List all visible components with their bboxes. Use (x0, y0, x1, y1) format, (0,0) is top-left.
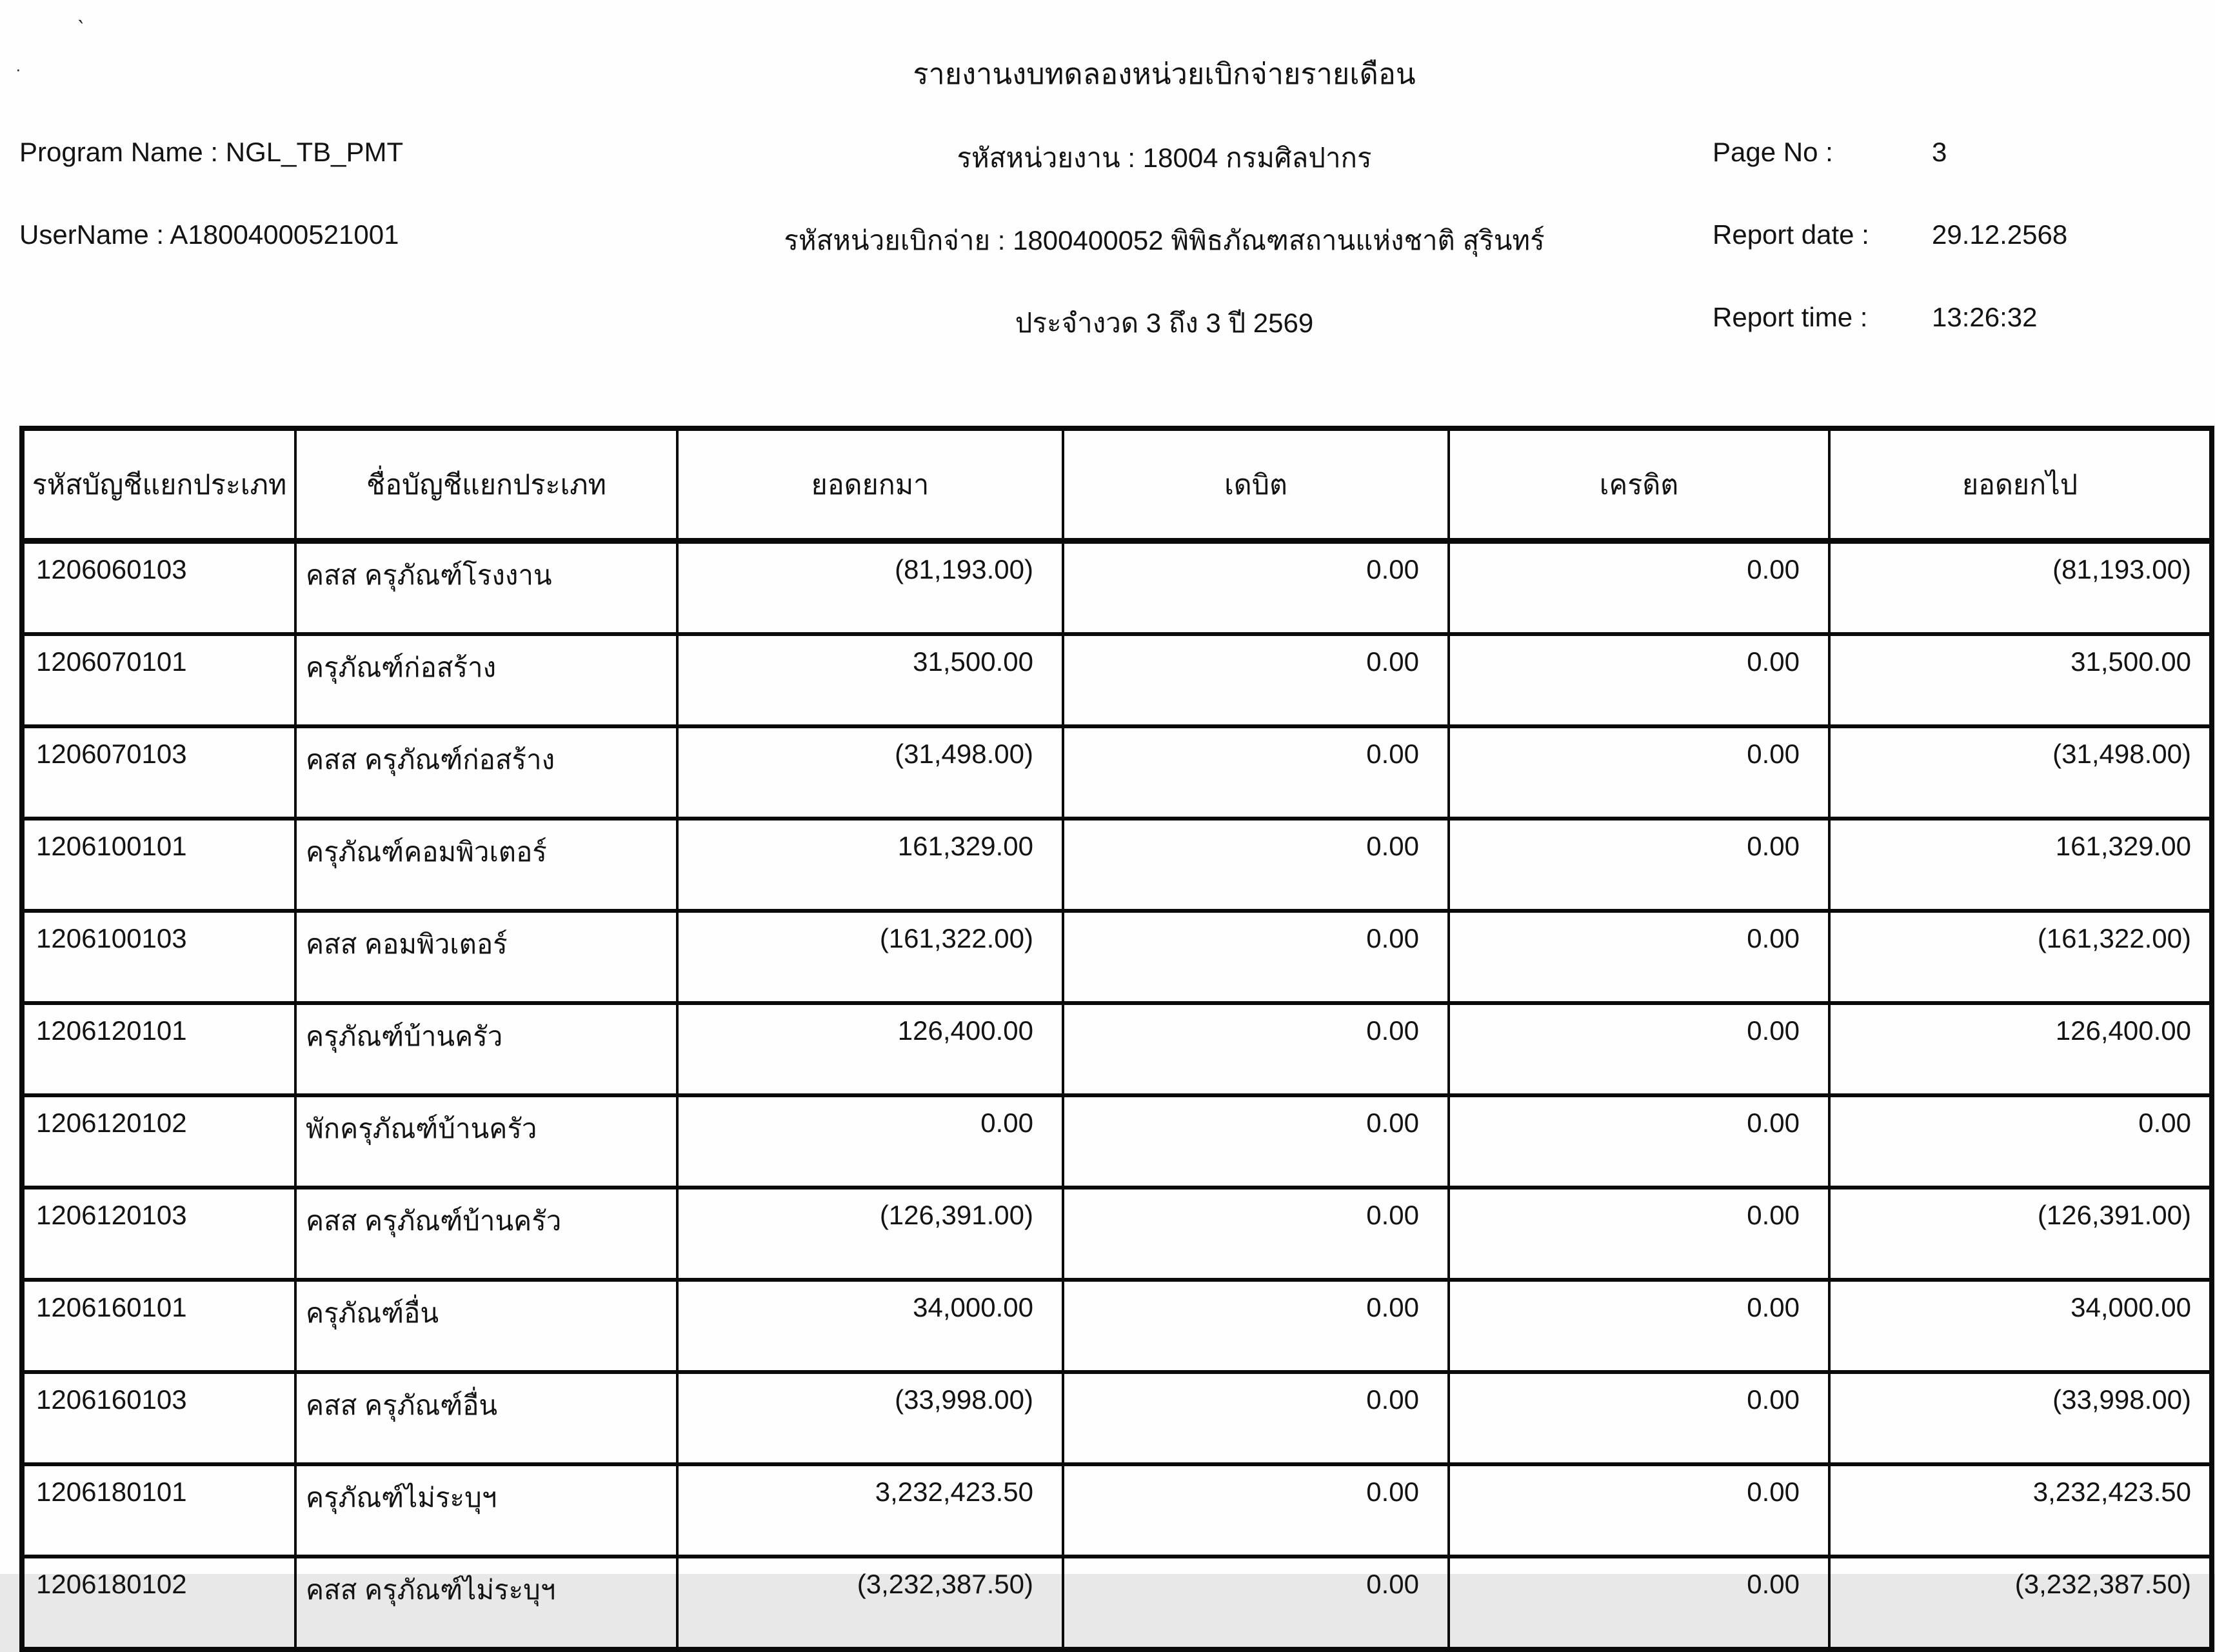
account-name-cell: คสส ครุภัณฑ์ก่อสร้าง (295, 726, 677, 819)
debit-cell: 0.00 (1063, 819, 1449, 911)
col-header-account-code: รหัสบัญชีแยกประเภท (22, 428, 295, 541)
debit-cell: 0.00 (1063, 1464, 1449, 1557)
report-time-value: 13:26:32 (1932, 302, 2038, 332)
period-line: ประจำงวด 3 ถึง 3 ปี 2569 (1015, 308, 1314, 338)
debit-cell: 0.00 (1063, 634, 1449, 726)
credit-cell: 0.00 (1449, 1372, 1829, 1464)
table-row (22, 1280, 2212, 1372)
debit-cell: 0.00 (1063, 911, 1449, 1003)
account-code-cell: 1206100103 (22, 911, 295, 1003)
account-name-cell: ครุภัณฑ์บ้านครัว (295, 1003, 677, 1095)
debit-cell: 0.00 (1063, 1280, 1449, 1372)
account-code-cell: 1206070103 (22, 726, 295, 819)
balance-carried-forward-cell: (161,322.00) (1829, 911, 2212, 1003)
col-header-balance-brought-forward: ยอดยกมา (677, 428, 1063, 541)
balance-brought-forward-cell: 34,000.00 (677, 1280, 1063, 1372)
page-no-value: 3 (1932, 137, 1947, 167)
scan-speck: · (15, 59, 21, 79)
account-code-cell: 1206180101 (22, 1464, 295, 1557)
account-name-cell: ครุภัณฑ์ไม่ระบุฯ (295, 1464, 677, 1557)
balance-brought-forward-cell: 161,329.00 (677, 819, 1063, 911)
table-row (22, 1003, 2212, 1095)
account-name-cell: ครุภัณฑ์ก่อสร้าง (295, 634, 677, 726)
credit-cell: 0.00 (1449, 1095, 1829, 1188)
balance-carried-forward-cell: 126,400.00 (1829, 1003, 2212, 1095)
balance-carried-forward-cell: (3,232,387.50) (1829, 1557, 2212, 1649)
table-row (22, 911, 2212, 1003)
account-name-cell: คสส ครุภัณฑ์โรงงาน (295, 541, 677, 635)
col-header-credit: เครดิต (1449, 428, 1829, 541)
page-no-label: Page No : (1713, 137, 1833, 167)
credit-cell: 0.00 (1449, 1464, 1829, 1557)
col-header-debit: เดบิต (1063, 428, 1449, 541)
table-row (22, 726, 2212, 819)
account-code-cell: 1206160101 (22, 1280, 295, 1372)
table-row (22, 634, 2212, 726)
balance-brought-forward-cell: (126,391.00) (677, 1188, 1063, 1280)
credit-cell: 0.00 (1449, 541, 1829, 635)
balance-carried-forward-cell: 31,500.00 (1829, 634, 2212, 726)
balance-carried-forward-cell: (126,391.00) (1829, 1188, 2212, 1280)
table-row (22, 1372, 2212, 1464)
program-name: Program Name : NGL_TB_PMT (19, 137, 404, 167)
credit-cell: 0.00 (1449, 1557, 1829, 1649)
account-code-cell: 1206060103 (22, 541, 295, 635)
account-name-cell: คสส ครุภัณฑ์ไม่ระบุฯ (295, 1557, 677, 1649)
disburse-unit-line: รหัสหน่วยเบิกจ่าย : 1800400052 พิพิธภัณฑสถานแห่งชาติ สุรินทร์ (784, 225, 1545, 255)
report-title: รายงานงบทดลองหน่วยเบิกจ่ายรายเดือน (913, 57, 1416, 90)
account-code-cell: 1206180102 (22, 1557, 295, 1649)
balance-carried-forward-cell: 34,000.00 (1829, 1280, 2212, 1372)
col-header-account-name: ชื่อบัญชีแยกประเภท (295, 428, 677, 541)
balance-brought-forward-cell: (161,322.00) (677, 911, 1063, 1003)
account-name-cell: คสส ครุภัณฑ์บ้านครัว (295, 1188, 677, 1280)
balance-brought-forward-cell: (33,998.00) (677, 1372, 1063, 1464)
account-code-cell: 1206120102 (22, 1095, 295, 1188)
balance-brought-forward-cell: 0.00 (677, 1095, 1063, 1188)
report-time-label: Report time : (1713, 302, 1868, 332)
balance-brought-forward-cell: (3,232,387.50) (677, 1557, 1063, 1649)
credit-cell: 0.00 (1449, 1280, 1829, 1372)
debit-cell: 0.00 (1063, 1372, 1449, 1464)
debit-cell: 0.00 (1063, 1095, 1449, 1188)
trial-balance-table (19, 426, 2214, 1652)
scan-speck: ` (74, 16, 85, 42)
table-row (22, 819, 2212, 911)
account-name-cell: ครุภัณฑ์อื่น (295, 1280, 677, 1372)
table-row (22, 1095, 2212, 1188)
balance-carried-forward-cell: (81,193.00) (1829, 541, 2212, 635)
account-code-cell: 1206070101 (22, 634, 295, 726)
account-name-cell: ครุภัณฑ์คอมพิวเตอร์ (295, 819, 677, 911)
balance-carried-forward-cell: 3,232,423.50 (1829, 1464, 2212, 1557)
report-date-label: Report date : (1713, 219, 1869, 250)
account-code-cell: 1206100101 (22, 819, 295, 911)
credit-cell: 0.00 (1449, 819, 1829, 911)
balance-carried-forward-cell: 161,329.00 (1829, 819, 2212, 911)
balance-brought-forward-cell: 31,500.00 (677, 634, 1063, 726)
balance-brought-forward-cell: 126,400.00 (677, 1003, 1063, 1095)
debit-cell: 0.00 (1063, 1557, 1449, 1649)
account-code-cell: 1206120101 (22, 1003, 295, 1095)
credit-cell: 0.00 (1449, 911, 1829, 1003)
balance-brought-forward-cell: (81,193.00) (677, 541, 1063, 635)
credit-cell: 0.00 (1449, 1188, 1829, 1280)
account-code-cell: 1206120103 (22, 1188, 295, 1280)
balance-brought-forward-cell: 3,232,423.50 (677, 1464, 1063, 1557)
report-date-value: 29.12.2568 (1932, 219, 2068, 250)
col-header-balance-carried-forward: ยอดยกไป (1829, 428, 2212, 541)
table-header-row (22, 428, 2212, 541)
table-row (22, 1188, 2212, 1280)
debit-cell: 0.00 (1063, 1188, 1449, 1280)
balance-carried-forward-cell: 0.00 (1829, 1095, 2212, 1188)
debit-cell: 0.00 (1063, 726, 1449, 819)
debit-cell: 0.00 (1063, 541, 1449, 635)
credit-cell: 0.00 (1449, 726, 1829, 819)
balance-brought-forward-cell: (31,498.00) (677, 726, 1063, 819)
account-name-cell: คสส คอมพิวเตอร์ (295, 911, 677, 1003)
credit-cell: 0.00 (1449, 634, 1829, 726)
balance-carried-forward-cell: (33,998.00) (1829, 1372, 2212, 1464)
account-code-cell: 1206160103 (22, 1372, 295, 1464)
account-name-cell: คสส ครุภัณฑ์อื่น (295, 1372, 677, 1464)
account-name-cell: พักครุภัณฑ์บ้านครัว (295, 1095, 677, 1188)
table-row (22, 1464, 2212, 1557)
debit-cell: 0.00 (1063, 1003, 1449, 1095)
table-row (22, 541, 2212, 635)
agency-line: รหัสหน่วยงาน : 18004 กรมศิลปากร (957, 143, 1372, 173)
username: UserName : A18004000521001 (19, 219, 399, 250)
table-row (22, 1557, 2212, 1649)
credit-cell: 0.00 (1449, 1003, 1829, 1095)
balance-carried-forward-cell: (31,498.00) (1829, 726, 2212, 819)
